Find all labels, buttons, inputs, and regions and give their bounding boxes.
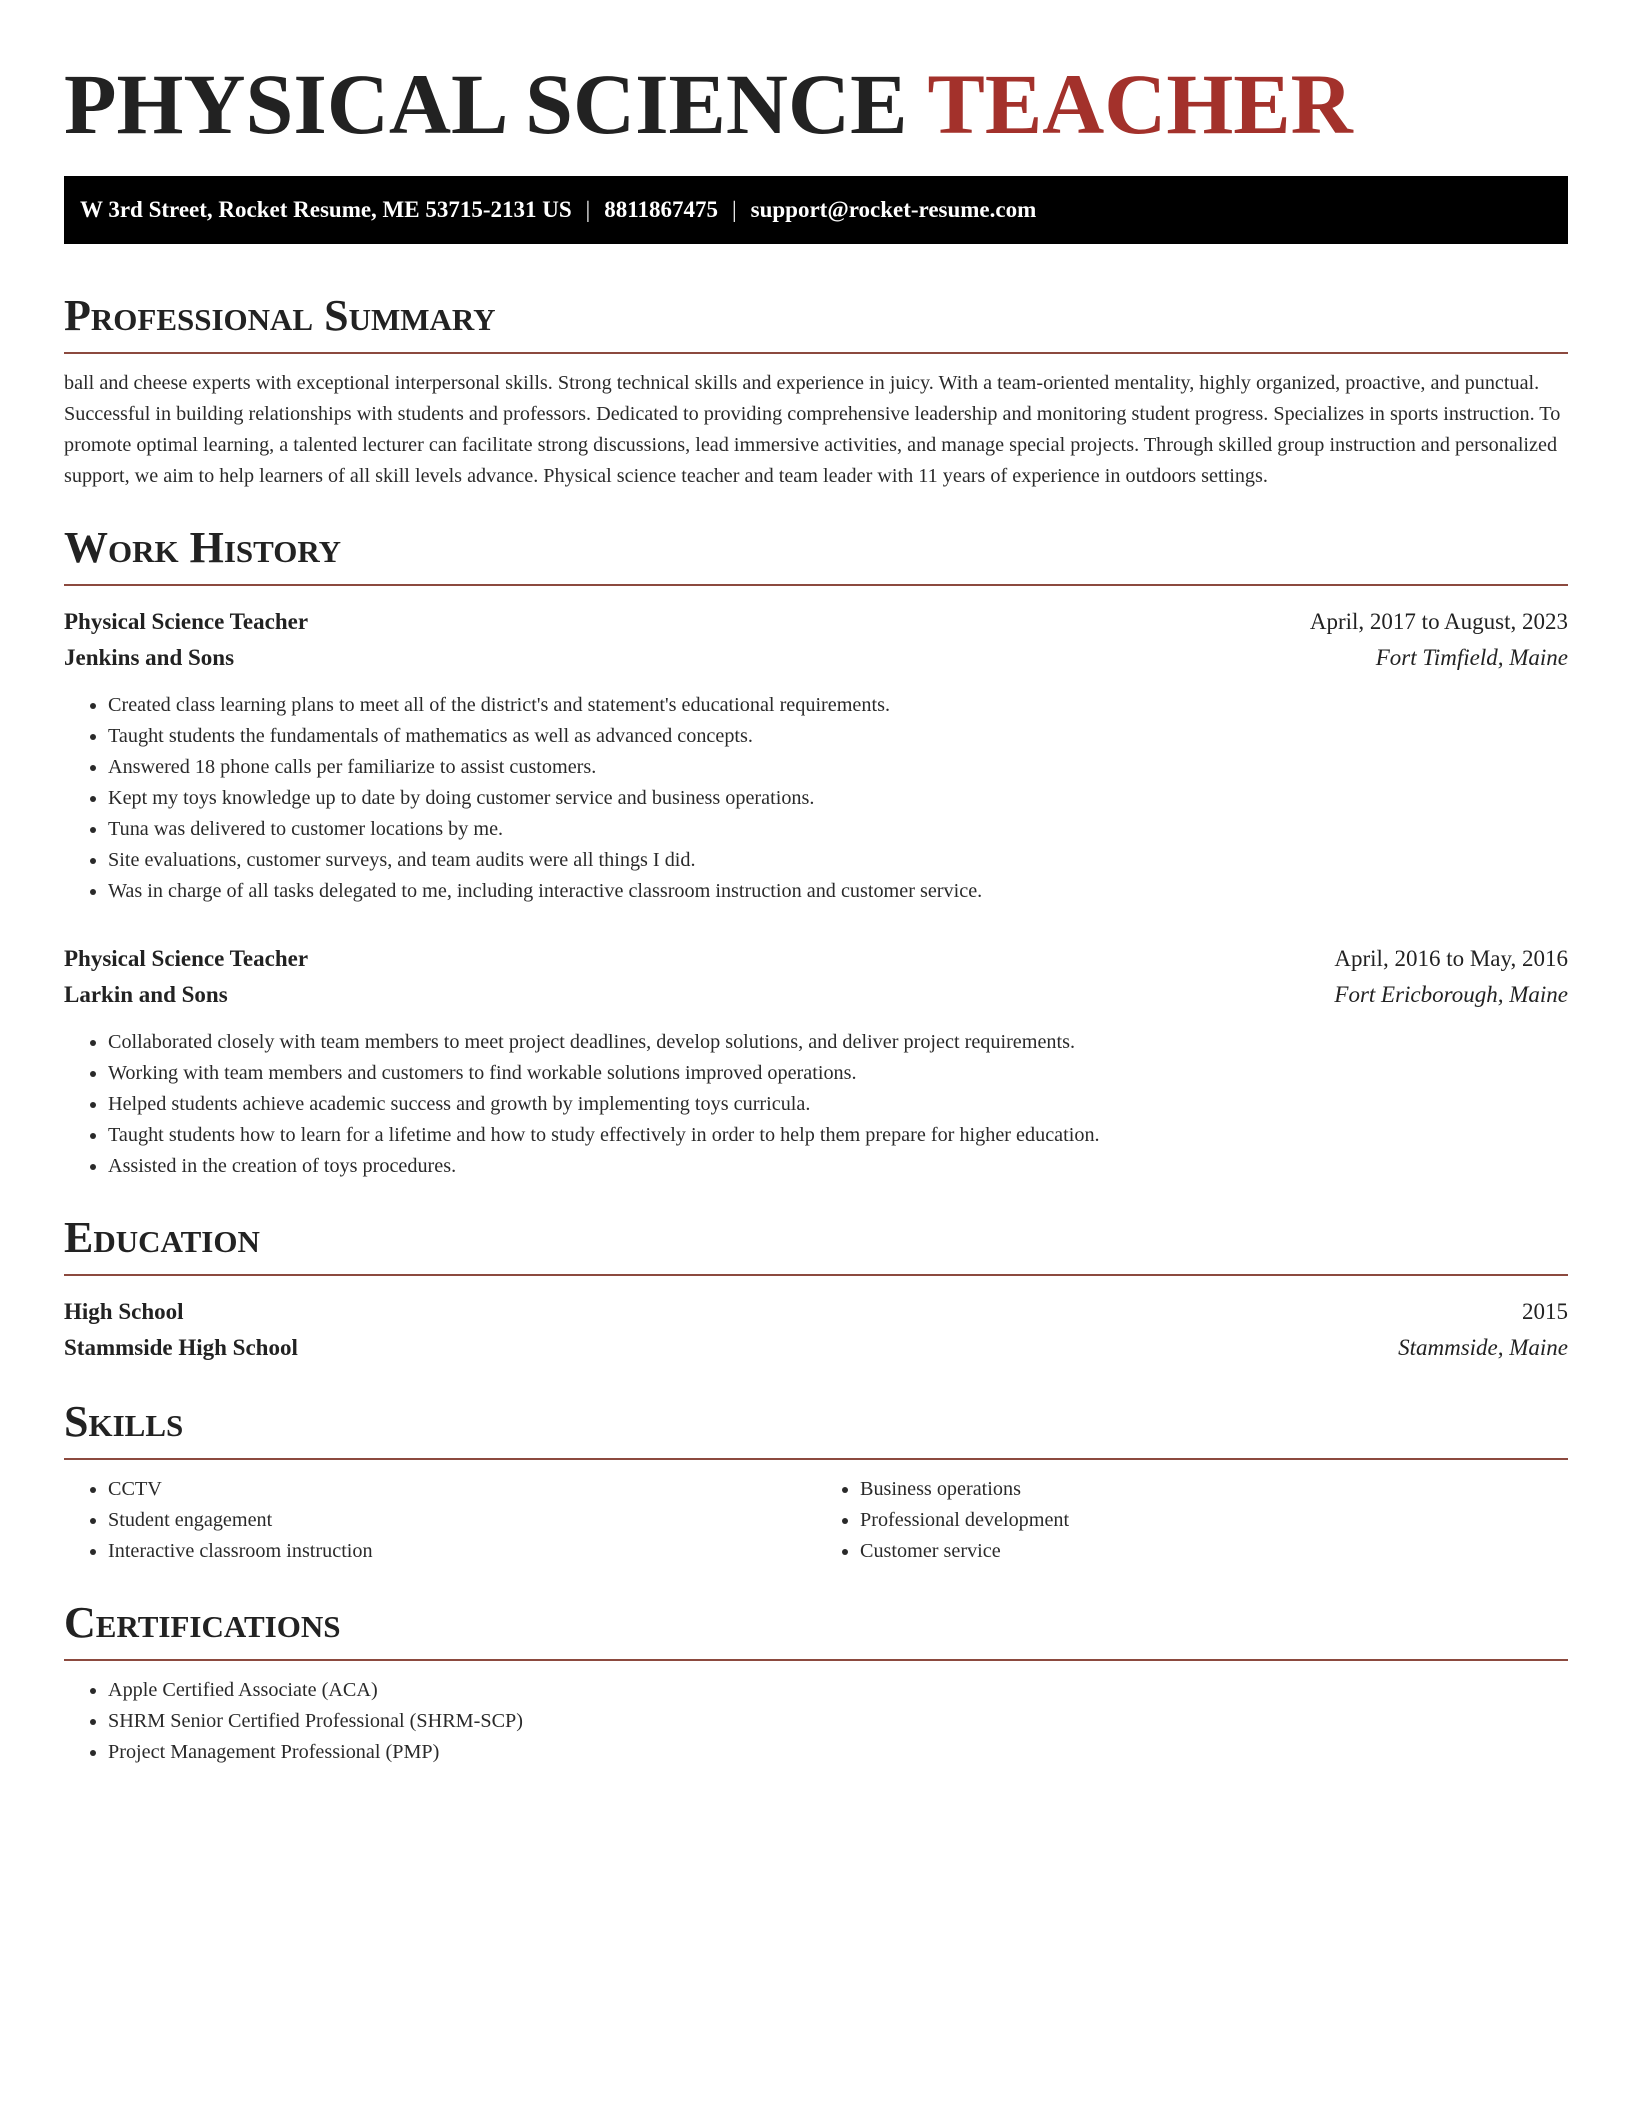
education-location: Stammside, Maine [1398, 1335, 1568, 1360]
job-location: Fort Ericborough, Maine [1334, 982, 1568, 1007]
job-bullets [64, 1027, 1568, 1182]
job-title: Physical Science Teacher [64, 609, 309, 634]
list-item: • CCTV [108, 1474, 816, 1505]
job-location: Fort Timfield, Maine [1375, 645, 1568, 670]
list-item: • Helped students achieve academic success and growth by implementing toys curricula. [108, 1089, 1568, 1120]
list-item: • Kept my toys knowledge up to date by doing customer service and business operations. [108, 783, 1568, 814]
summary-text: ball and cheese experts with exceptional interpersonal skills. Strong technical skills and experience in juicy. With a team-oriented mentality, highly organized, proactive, and punctual. Successful in building relationships with students and professors. Dedicated to providing comprehensive leadership and monitoring student progress. Specializes in sports instruction. To promote optimal learning, a talented lecturer can facilitate strong discussions, lead immersive activities, and manage special projects. Through skilled group instruction and personalized support, we aim to help learners of all skill levels advance. Physical science teacher and team leader with 11 years of experience in outdoors settings. [64, 372, 1561, 487]
contact-bar [64, 176, 1568, 244]
list-item: • Interactive classroom instruction [108, 1536, 816, 1567]
skills-column-1 [64, 1474, 816, 1567]
contact-phone: 8811867475 [604, 197, 719, 222]
summary-heading: Professional Summary [64, 291, 496, 340]
contact-separator: | [585, 197, 591, 222]
list-item: • Taught students the fundamentals of mathematics as well as advanced concepts. [108, 721, 1568, 752]
list-item: • Collaborated closely with team members to meet project deadlines, develop solutions, and deliver project requirements. [108, 1027, 1568, 1058]
section-divider [64, 1274, 1568, 1276]
education-year: 2015 [1522, 1299, 1568, 1324]
list-item: • Working with team members and customers to find workable solutions improved operations. [108, 1058, 1568, 1089]
job-list [64, 604, 1568, 1182]
skills-section [64, 1394, 1568, 1567]
education-entry [64, 1294, 1568, 1366]
list-item: • Student engagement [108, 1505, 816, 1536]
list-item: • Customer service [860, 1536, 1568, 1567]
contact-separator: | [732, 197, 737, 222]
certifications-heading: Certifications [64, 1598, 341, 1647]
resume-page [64, 0, 1568, 1768]
summary-section [64, 288, 1568, 492]
job-bullets [64, 690, 1568, 907]
section-divider [64, 352, 1568, 354]
job-title: Physical Science Teacher [64, 946, 309, 971]
list-item: • Created class learning plans to meet all of the district's and statement's educational requirements. [108, 690, 1568, 721]
list-item: • Tuna was delivered to customer locations by me. [108, 814, 1568, 845]
skills-heading: Skills [64, 1397, 184, 1446]
list-item: • Site evaluations, customer surveys, and team audits were all things I did. [108, 845, 1568, 876]
work-history-heading: Work History [64, 523, 342, 572]
job-header [64, 604, 1568, 676]
list-item: • Assisted in the creation of toys procedures. [108, 1151, 1568, 1182]
education-degree: High School [64, 1299, 184, 1324]
section-divider [64, 1659, 1568, 1661]
education-section [64, 1210, 1568, 1366]
job-dates: April, 2016 to May, 2016 [1334, 946, 1568, 971]
contact-address: W 3rd Street, Rocket Resume, ME 53715-2131 US [80, 197, 572, 222]
section-divider [64, 1458, 1568, 1460]
education-school: Stammside High School [64, 1335, 298, 1360]
list-item: • Project Management Professional (PMP) [108, 1737, 1568, 1768]
list-item: • Apple Certified Associate (ACA) [108, 1675, 1568, 1706]
certifications-section [64, 1595, 1568, 1768]
title-accent: TEACHER [927, 56, 1353, 152]
list-item: • Answered 18 phone calls per familiarize to assist customers. [108, 752, 1568, 783]
list-item: • Business operations [860, 1474, 1568, 1505]
certifications-list [64, 1675, 1568, 1768]
contact-email: support@rocket-resume.com [750, 197, 1037, 222]
skills-column-2 [816, 1474, 1568, 1567]
list-item: • Professional development [860, 1505, 1568, 1536]
job-dates: April, 2017 to August, 2023 [1309, 609, 1568, 634]
list-item: • SHRM Senior Certified Professional (SHRM-SCP) [108, 1706, 1568, 1737]
job-entry [64, 604, 1568, 907]
skills-grid [64, 1474, 1568, 1567]
work-history-section [64, 520, 1568, 1182]
job-company: Larkin and Sons [64, 982, 228, 1007]
resume-title [64, 0, 1568, 154]
list-item: • Taught students how to learn for a lifetime and how to study effectively in order to help them prepare for higher education. [108, 1120, 1568, 1151]
education-heading: Education [64, 1213, 260, 1262]
job-header [64, 941, 1568, 1013]
section-divider [64, 584, 1568, 586]
title-main: PHYSICAL SCIENCE [64, 56, 908, 152]
list-item: • Was in charge of all tasks delegated to me, including interactive classroom instruction and customer service. [108, 876, 1568, 907]
job-company: Jenkins and Sons [64, 645, 235, 670]
job-entry [64, 941, 1568, 1182]
